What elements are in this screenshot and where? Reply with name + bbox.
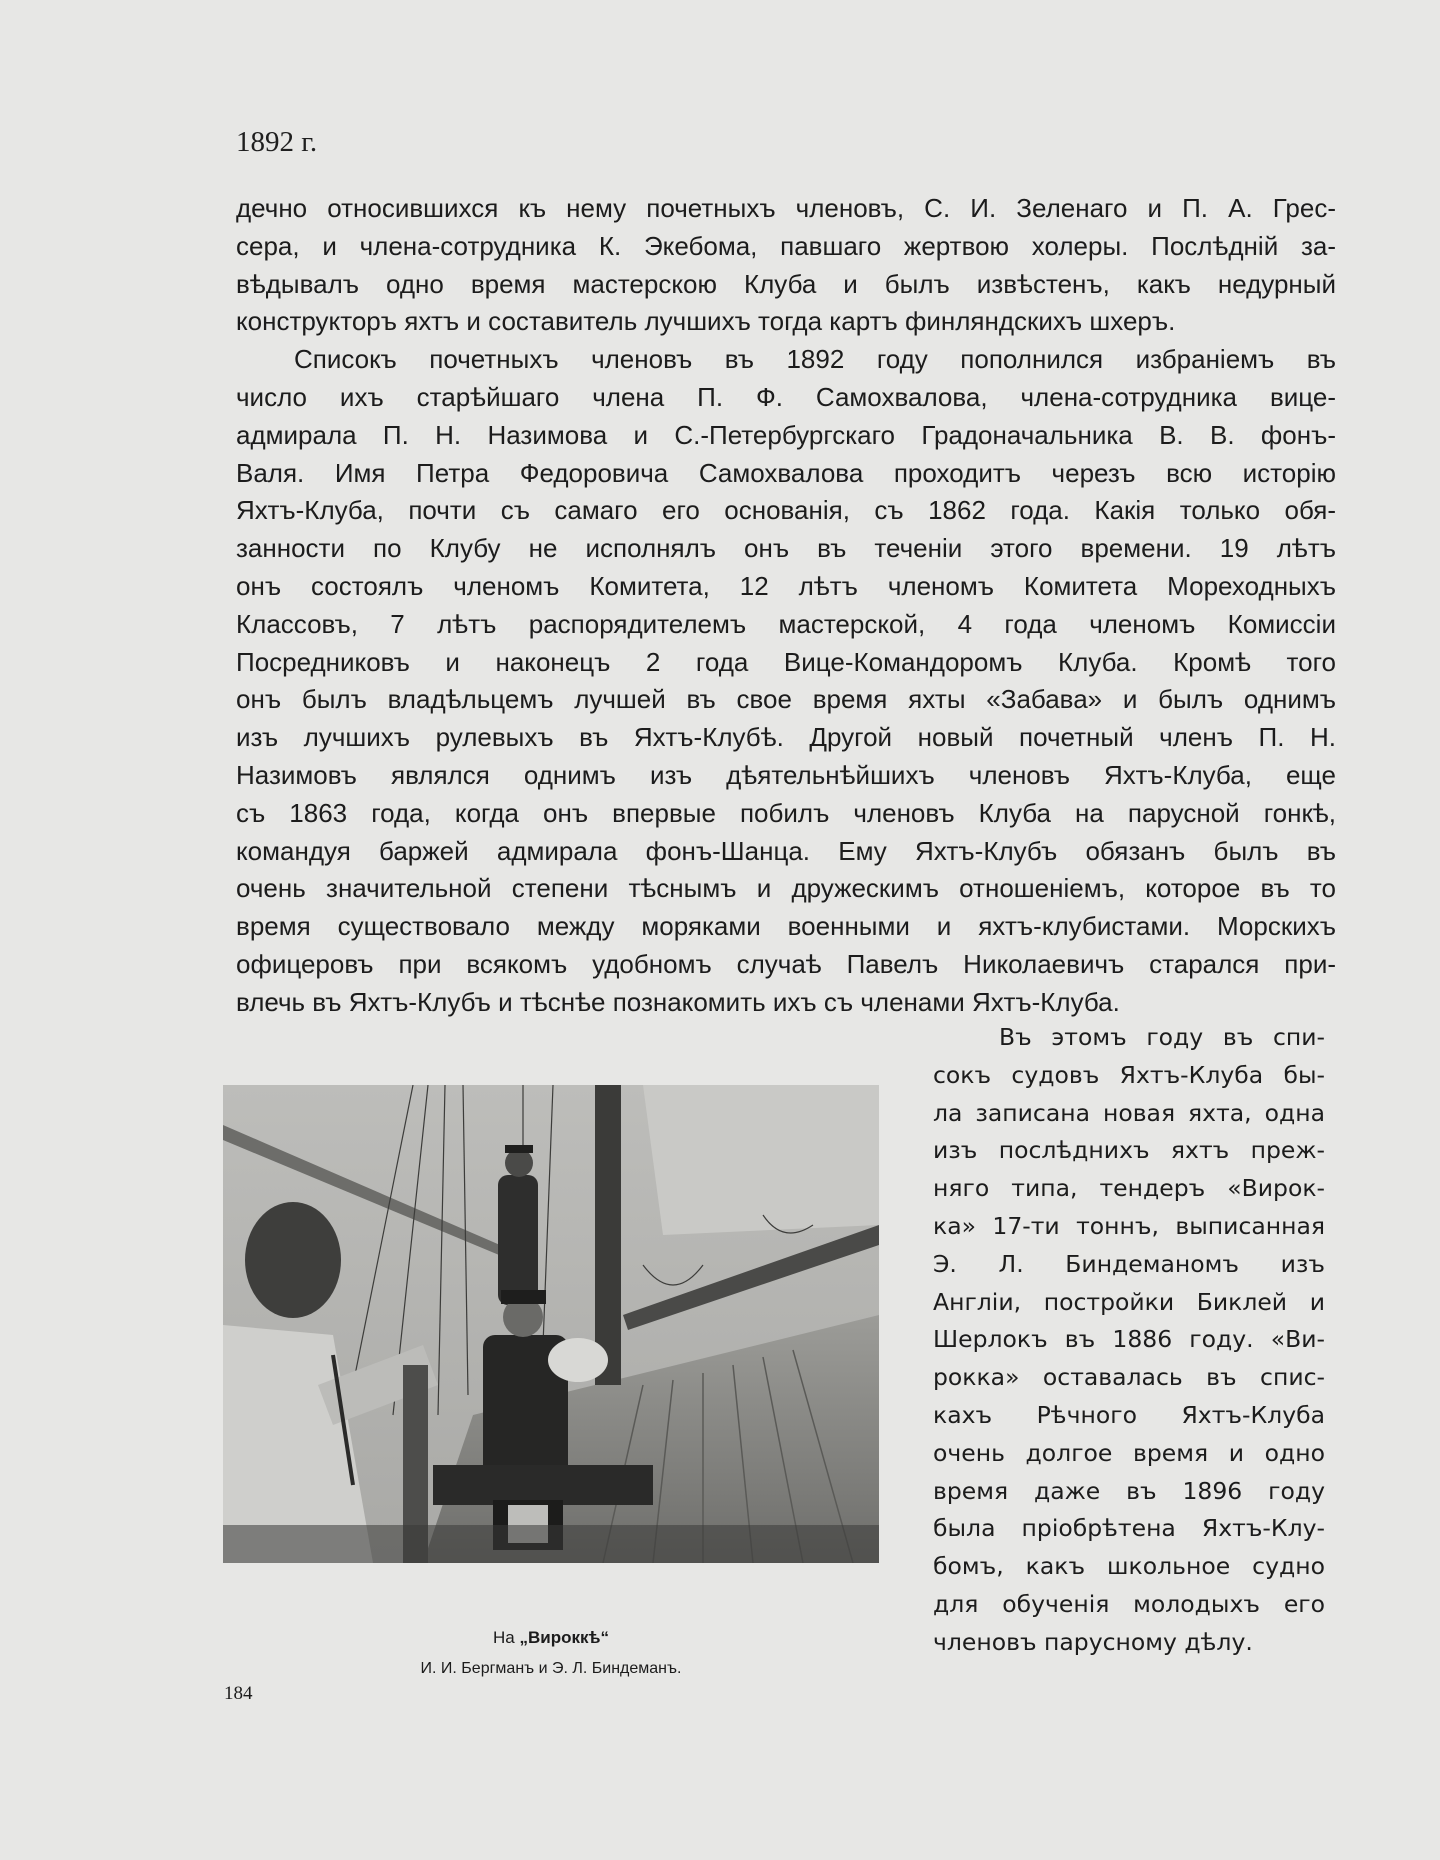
text-line: Классовъ, 7 лѣтъ распорядителемъ мастерской, 4 года членомъ Комиссiи xyxy=(236,608,1336,639)
text-line: была прiобрѣтена Яхтъ-Клу- xyxy=(933,1514,1325,1543)
text-line: Шерлокъ въ 1886 году. «Ви- xyxy=(933,1325,1325,1354)
text-line: онъ состоялъ членомъ Комитета, 12 лѣтъ членомъ Комитета Мореходныхъ xyxy=(236,570,1336,601)
page-number: 184 xyxy=(224,1683,253,1704)
text-line: рокка» оставалась въ спис- xyxy=(933,1363,1325,1392)
text-line: командуя баржей адмирала фонъ-Шанца. Ему Яхтъ-Клубъ обязанъ былъ въ xyxy=(236,835,1336,866)
text-line: изъ послѣднихъ яхтъ преж- xyxy=(933,1136,1325,1165)
text-line: членовъ парусному дѣлу. xyxy=(933,1627,1253,1656)
main-text-column xyxy=(236,190,1336,1022)
text-line: Англiи, постройки Биклей и xyxy=(933,1287,1325,1316)
text-line: вѣдывалъ одно время мастерскою Клуба и былъ извѣстенъ, какъ недурный xyxy=(236,268,1336,299)
caption-prefix: На xyxy=(493,1628,520,1647)
side-text-column xyxy=(933,1019,1325,1662)
text-line: время даже въ 1896 году xyxy=(933,1476,1325,1505)
text-line: Посредниковъ и наконецъ 2 года Вице-Командоромъ Клуба. Кромѣ того xyxy=(236,646,1336,677)
text-line: онъ былъ владѣльцемъ лучшей въ свое время яхты «Забава» и былъ однимъ xyxy=(236,684,1336,715)
text-line: ла записана новая яхта, одна xyxy=(933,1098,1325,1127)
text-line: дечно относившихся къ нему почетныхъ членовъ, С. И. Зеленаго и П. А. Грес- xyxy=(236,193,1336,223)
text-line: для обученiя молодыхъ его xyxy=(933,1589,1325,1618)
text-line: Списокъ почетныхъ членовъ въ 1892 году пополнился избранiемъ въ xyxy=(294,344,1336,375)
text-line: ка» 17-ти тоннъ, выписанная xyxy=(933,1211,1325,1240)
text-line: число ихъ старѣйшаго члена П. Ф. Самохвалова, члена-сотрудника вице- xyxy=(236,381,1336,412)
yacht-deck-photograph xyxy=(223,1085,879,1563)
figure-caption-title xyxy=(223,1628,879,1648)
text-line: занности по Клубу не исполнялъ онъ въ теченiи этого времени. 19 лѣтъ xyxy=(236,533,1336,564)
text-line: адмирала П. Н. Назимова и С.-Петербургскаго Градоначальника В. В. фонъ- xyxy=(236,419,1336,450)
text-line: Назимовъ являлся однимъ изъ дѣятельнѣйшихъ членовъ Яхтъ-Клуба, еще xyxy=(236,759,1336,790)
text-line: очень долгое время и одно xyxy=(933,1438,1325,1467)
text-line: бомъ, какъ школьное судно xyxy=(933,1552,1325,1581)
text-line: офицеровъ при всякомъ удобномъ случаѣ Павелъ Николаевичъ старался при- xyxy=(236,948,1336,979)
text-line: сокъ судовъ Яхтъ-Клуба бы- xyxy=(933,1060,1325,1089)
text-line: время существовало между моряками военными и яхтъ-клубистами. Морскихъ xyxy=(236,911,1336,942)
text-line: Въ этомъ году въ спи- xyxy=(999,1023,1325,1051)
text-line: няго типа, тендеръ «Вирок- xyxy=(933,1174,1325,1203)
text-line: кахъ Рѣчного Яхтъ-Клуба xyxy=(933,1400,1325,1429)
figure-caption-subtitle: И. И. Бергманъ и Э. Л. Биндеманъ. xyxy=(420,1660,682,1677)
text-line: влечь въ Яхтъ-Клубъ и тѣснѣе познакомить ихъ съ членами Яхтъ-Клуба. xyxy=(236,986,1120,1017)
caption-yacht-name: „Вироккѣ“ xyxy=(519,1628,609,1647)
running-head-year: 1892 г. xyxy=(236,126,318,158)
text-line: Э. Л. Биндеманомъ изъ xyxy=(933,1249,1325,1278)
text-line: очень значительной степени тѣснымъ и дружескимъ отношенiемъ, которое въ то xyxy=(236,873,1336,904)
text-line: конструкторъ яхтъ и составитель лучшихъ тогда картъ финляндскихъ шхеръ. xyxy=(236,306,1176,337)
text-line: съ 1863 года, когда онъ впервые побилъ членовъ Клуба на парусной гонкѣ, xyxy=(236,797,1336,828)
text-line: Валя. Имя Петра Федоровича Самохвалова проходитъ черезъ всю исторiю xyxy=(236,457,1336,488)
text-line: сера, и члена-сотрудника К. Экебома, павшаго жертвою холеры. Послѣднiй за- xyxy=(236,230,1336,261)
text-line: Яхтъ-Клуба, почти съ самаго его основанiя, съ 1862 года. Какiя только обя- xyxy=(236,495,1336,526)
text-line: изъ лучшихъ рулевыхъ въ Яхтъ-Клубѣ. Другой новый почетный членъ П. Н. xyxy=(236,722,1336,753)
photo-illustration xyxy=(223,1085,879,1563)
